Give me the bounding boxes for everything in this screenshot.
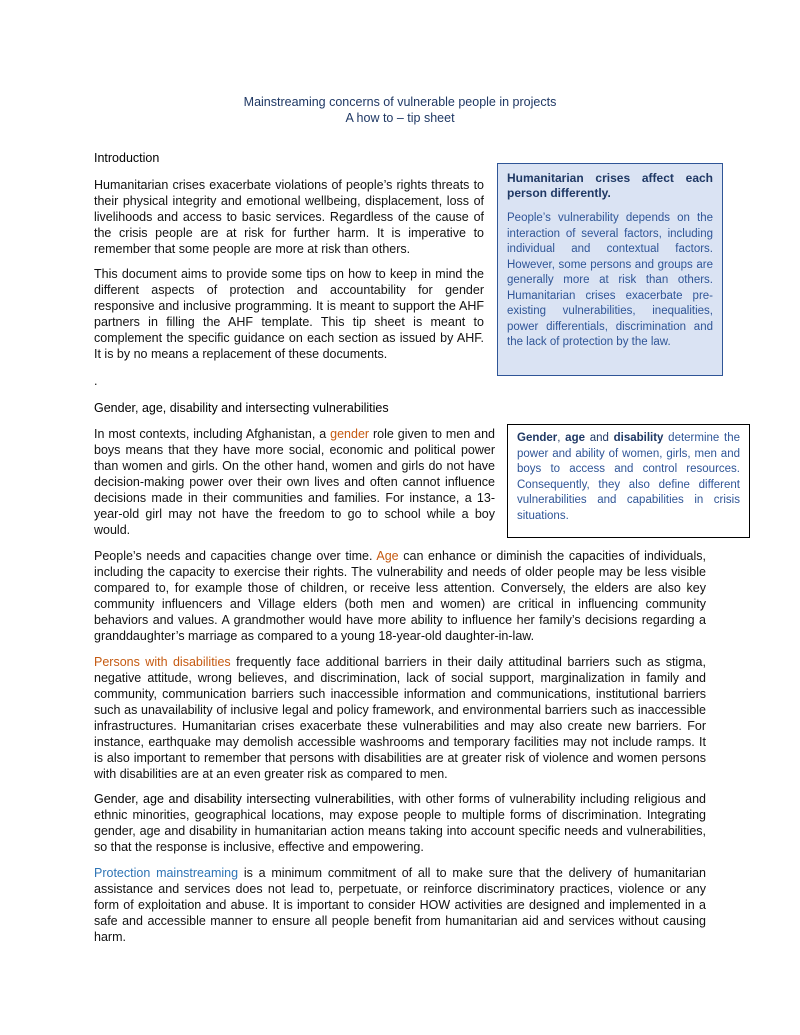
- disabilities-paragraph-rest: frequently face additional barriers in their daily attitudinal barriers such as stigma, negative attitude, wrong believes, and discrimination, lack of social support, marginalization in family and community, communication barriers such inaccessible information and communications, institutional barriers such as unavailability of inclusive legal and policy framework, and environmental barriers such as inaccessible infrastructures. Humanitarian crises exacerbate these vulnerabilities and may also create new barriers. For instance, earthquake may demolish accessible washrooms and temporary facilities may not include ramps. It is also important to remember that persons with disabilities are at greater risk of violence and women persons with disabilities are at an even greater risk as compared to men.: [94, 655, 706, 781]
- age-paragraph-rest: can enhance or diminish the capacities of individuals, including the capacity to exercise their rights. The vulnerability and needs of older people may be less visible compared to, for example those of children, or receive less attention. Conversely, the elders are also key community influencers and Village elders (both men and women) are critical in influencing community behaviors and values. A grandmother would have more ability to influence her family’s decisions regarding a granddaughter’s marriage as compared to a young 18-year-old daughter-in-law.: [94, 549, 706, 643]
- protection-paragraph-rest: is a minimum commitment of all to make sure that the delivery of humanitarian assistance and services does not lead to, perpetuate, or reinforce discriminatory practices, violence or any form of exploitation and abuse. It is important to consider HOW activities are designed and implemented in a safe and accessible manner to ensure all people benefit from humanitarian aid and services without causing harm.: [94, 866, 706, 944]
- introduction-heading: Introduction: [94, 151, 160, 165]
- callout-separator-2: and: [585, 432, 614, 444]
- callout-box-crises-heading: Humanitarian crises affect each person differently.: [507, 171, 713, 200]
- callout-box-crises-text: People’s vulnerability depends on the interaction of several factors, including individual and contextual factors. However, some persons and groups are generally more at risk than others. Humanitarian crises exacerbate pre-existing vulnerabilities, inequalities, power differentials, discrimination and the lack of protection by the law.: [507, 212, 713, 348]
- callout-separator-1: ,: [557, 432, 566, 444]
- protection-paragraph: [94, 865, 706, 945]
- callout-term-gender: Gender: [517, 432, 558, 444]
- document-title: [0, 94, 800, 126]
- age-keyword: Age: [376, 549, 399, 563]
- age-paragraph-lead: People’s needs and capacities change over time.: [94, 549, 377, 563]
- callout-term-disability: disability: [613, 432, 664, 444]
- gender-paragraph-lead: In most contexts, including Afghanistan, a: [94, 427, 331, 441]
- introduction-paragraph-2: This document aims to provide some tips on how to keep in mind the different aspects of protection and accountability for gender responsive and inclusive programming. It is meant to support the AHF partners in filling the AHF template. This tip sheet is meant to complement the specific guidance on each section as issued by AHF. It is by no means a replacement of these documents.: [94, 267, 484, 361]
- intersecting-paragraph: [94, 791, 706, 855]
- protection-keyword: Protection mainstreaming: [94, 866, 239, 880]
- age-paragraph: [94, 548, 706, 644]
- callout-term-age: age: [565, 432, 585, 444]
- introduction-paragraph-1: Humanitarian crises exacerbate violations of people’s rights threats to their physical integrity and emotional wellbeing, displacement, loss of livelihoods and access to basic services. Regardless of the cause of the crisis people are at risk for further harm. It is imperative to remember that some people are more at risk than others.: [94, 178, 484, 256]
- gender-paragraph-rest: role given to men and boys means that they have more social, economic and political power than women and girls. On the other hand, women and girls do not have decision-making power over their own lives and often cannot influence decisions made in their communities and families. For instance, a 13-year-old girl may not have the freedom to go to school while a boy would.: [94, 427, 495, 537]
- stray-dot: .: [94, 374, 98, 388]
- callout-box-crises: [497, 163, 723, 376]
- gender-keyword: gender: [330, 427, 370, 441]
- callout-box-gender-text: determine the power and ability of women, girls, men and boys to access and control resources. Consequently, they also define different vulnerabilities and capabilities in crisis situations.: [517, 432, 741, 522]
- gender-section-heading: Gender, age, disability and intersecting vulnerabilities: [94, 401, 389, 415]
- title-line-1: Mainstreaming concerns of vulnerable people in projects: [243, 95, 557, 109]
- intersecting-paragraph-rest: , with other forms of vulnerability including religious and ethnic minorities, geographical locations, may expose people to multiple forms of discrimination. Integrating gender, age and disability in humanitarian action means taking into account specific needs and vulnerabilities, so that the response is inclusive, effective and empowering.: [94, 792, 706, 854]
- disabilities-paragraph: [94, 654, 706, 782]
- title-line-2: A how to – tip sheet: [345, 111, 455, 125]
- intersecting-keyword: Gender, age and disability intersecting vulnerabilities: [94, 792, 391, 806]
- gender-paragraph: [94, 426, 495, 538]
- disabilities-keyword: Persons with disabilities: [94, 655, 231, 669]
- callout-box-gender-age-disability: [507, 424, 750, 538]
